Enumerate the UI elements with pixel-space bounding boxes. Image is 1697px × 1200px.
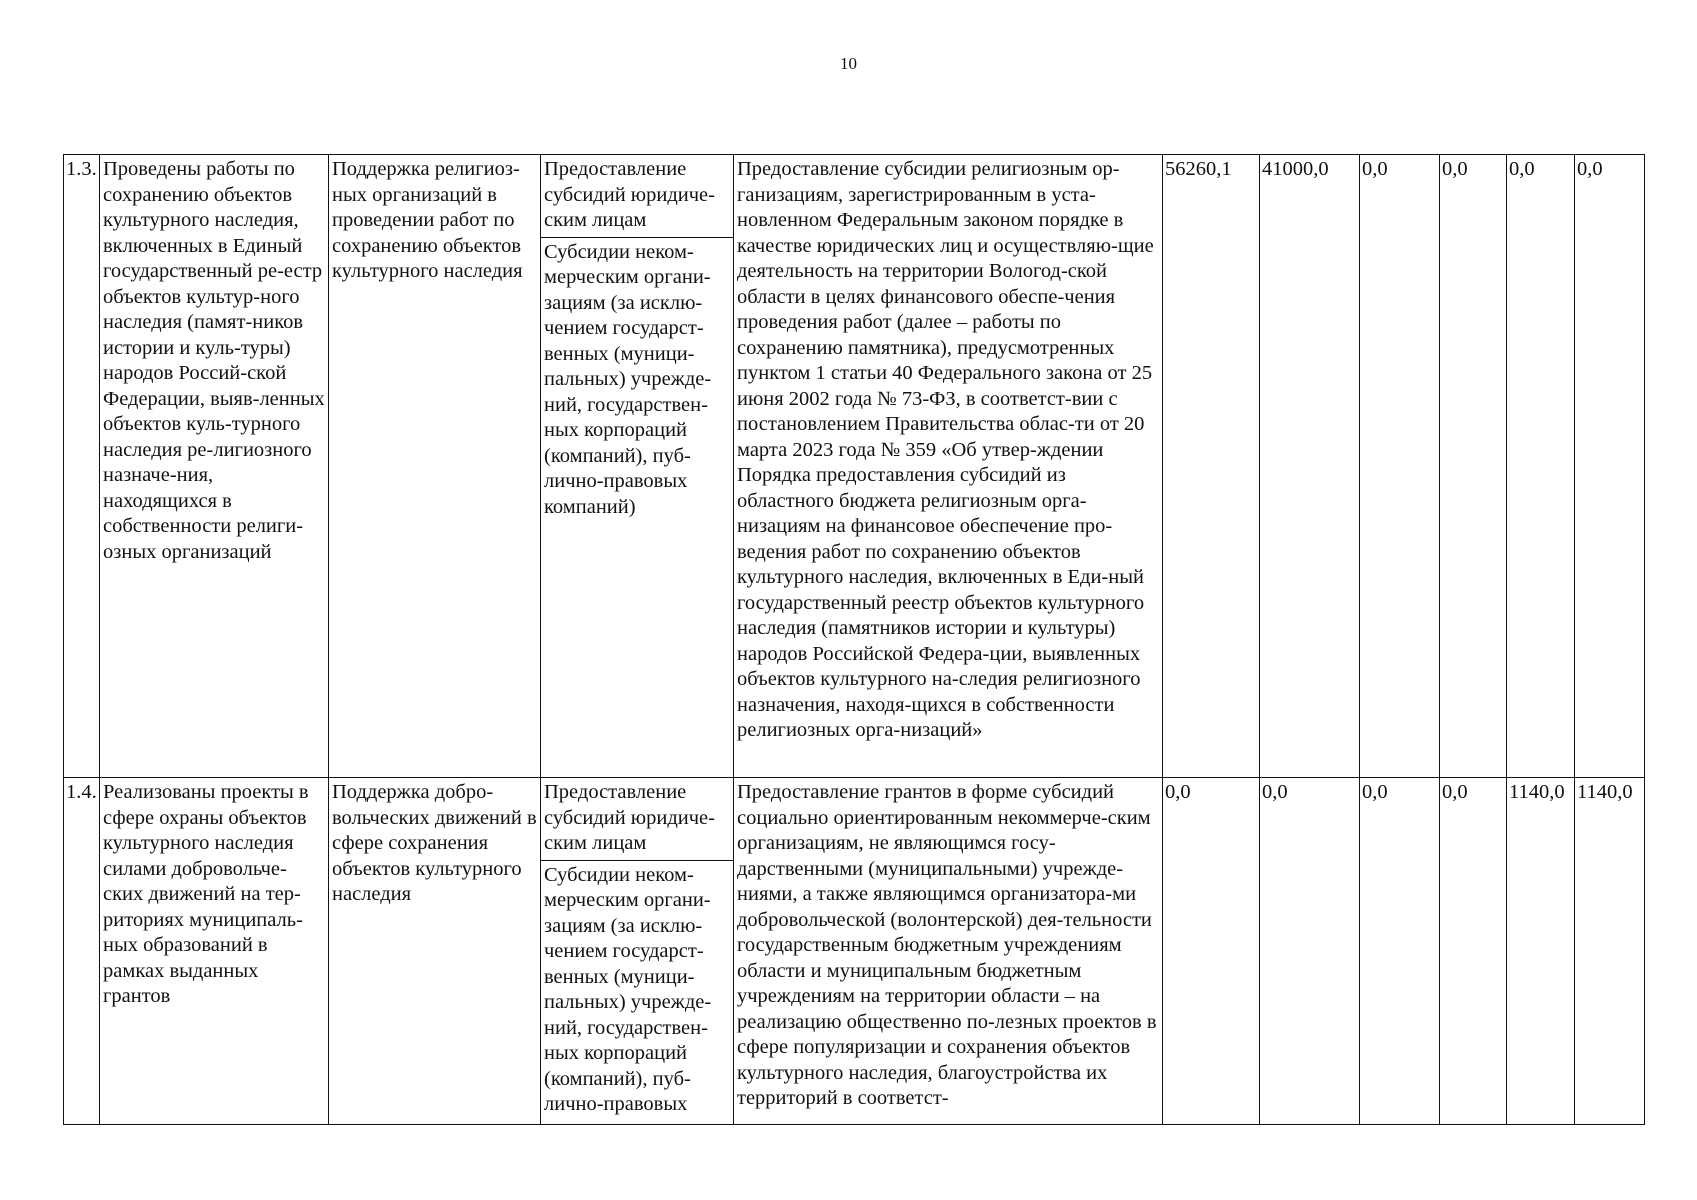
- description-cell: [734, 155, 1163, 778]
- page-number: 10: [840, 54, 857, 73]
- measure-cell: [329, 778, 541, 1125]
- mechanism-subtype: Субсидии неком-мерческим органи-зациям (за исклю-чением государст-венных (муници-пальных) учрежде-ний, государствен-ных корпораций (компаний), пуб-лично-правовых компаний): [544, 240, 712, 518]
- value-cell: [1575, 778, 1645, 1125]
- value-5: 1140,0: [1509, 781, 1565, 803]
- value-cell: [1440, 155, 1507, 778]
- row-index: 1.3.: [66, 158, 97, 180]
- value-cell: [1163, 778, 1260, 1125]
- value-cell: [1507, 155, 1575, 778]
- result-text: Проведены работы по сохранению объектов культурного наследия, включенных в Единый государственный ре-естр объектов культур-ного наследия (памят-ников истории и куль-туры) народов Россий-ской Федерации, выяв-ленных объектов куль-турного наследия ре-лигиозного назначе-ния, находящихся в собственности религи-озных организаций: [103, 158, 325, 563]
- value-6: 1140,0: [1577, 781, 1633, 803]
- result-cell: [100, 155, 329, 778]
- measure-text: Поддержка религиоз-ных организаций в проведении работ по сохранению объектов культурного наследия: [332, 158, 523, 282]
- value-4: 0,0: [1442, 781, 1468, 803]
- value-cell: [1260, 155, 1360, 778]
- value-cell: [1360, 155, 1440, 778]
- value-2: 41000,0: [1262, 158, 1329, 180]
- description-text: Предоставление субсидии религиозным ор-ганизациям, зарегистрированным в уста-новленном Федеральным законом порядке в качестве юридических лиц и осуществляю-щие деятельность на территории Вологод-ской области в целях финансового обеспе-чения проведения работ (далее – работы по сохранению памятника), предусмотренных пунктом 1 статьи 40 Федерального закона от 25 июня 2002 года № 73-ФЗ, в соответст-вии с постановлением Правительства облас-ти от 20 марта 2023 года № 359 «Об утвер-ждении Порядка предоставления субсидий из областного бюджета религиозным орга-низациям на финансовое обеспечение про-ведения работ по сохранению объектов культурного наследия, включенных в Еди-ный государственный реестр объектов культурного наследия (памятников истории и культуры) народов Российской Федера-ции, выявленных объектов культурного на-следия религиозного назначения, находя-щихся в собственности религиозных орга-низаций»: [737, 158, 1154, 741]
- mechanism-type: Предоставление субсидий юридиче-ским лицам: [541, 155, 733, 238]
- result-text: Реализованы проекты в сфере охраны объектов культурного наследия силами добровольче-ских движений на тер-риториях муниципаль-ных образований в рамках выданных грантов: [103, 781, 309, 1007]
- value-3: 0,0: [1362, 158, 1388, 180]
- value-4: 0,0: [1442, 158, 1468, 180]
- table-row: [64, 778, 1645, 1125]
- value-cell: [1163, 155, 1260, 778]
- value-2: 0,0: [1262, 781, 1288, 803]
- description-text: Предоставление грантов в форме субсидий социально ориентированным некоммерче-ским организациям, не являющимся госу-дарственными (муниципальными) учрежде-ниями, а также являющимся организатора-ми добровольческой (волонтерской) дея-тельности государственным бюджетным учреждениям области и муниципальным бюджетным учреждениям на территории области – на реализацию общественно по-лезных проектов в сфере популяризации и сохранения объектов культурного наследия, благоустройства их территорий в соответст-: [737, 781, 1157, 1109]
- description-cell: [734, 778, 1163, 1125]
- value-5: 0,0: [1509, 158, 1535, 180]
- value-1: 0,0: [1165, 781, 1191, 803]
- table-row: [64, 155, 1645, 778]
- value-cell: [1360, 778, 1440, 1125]
- measure-text: Поддержка добро-вольческих движений в сфере сохранения объектов культурного наследия: [332, 781, 537, 905]
- value-3: 0,0: [1362, 781, 1388, 803]
- row-index-cell: [64, 778, 100, 1125]
- measure-cell: [329, 155, 541, 778]
- mechanism-cell: [541, 778, 734, 1125]
- mechanism-subtype: Субсидии неком-мерческим органи-зациям (за исклю-чением государст-венных (муници-пальных) учрежде-ний, государствен-ных корпораций (компаний), пуб-лично-правовых: [544, 863, 712, 1115]
- value-6: 0,0: [1577, 158, 1603, 180]
- row-index-cell: [64, 155, 100, 778]
- mechanism-type: Предоставление субсидий юридиче-ским лицам: [541, 778, 733, 861]
- program-table: [63, 154, 1645, 1125]
- value-cell: [1575, 155, 1645, 778]
- value-1: 56260,1: [1165, 158, 1232, 180]
- value-cell: [1440, 778, 1507, 1125]
- mechanism-cell: [541, 155, 734, 778]
- value-cell: [1507, 778, 1575, 1125]
- row-index: 1.4.: [66, 781, 97, 803]
- result-cell: [100, 778, 329, 1125]
- value-cell: [1260, 778, 1360, 1125]
